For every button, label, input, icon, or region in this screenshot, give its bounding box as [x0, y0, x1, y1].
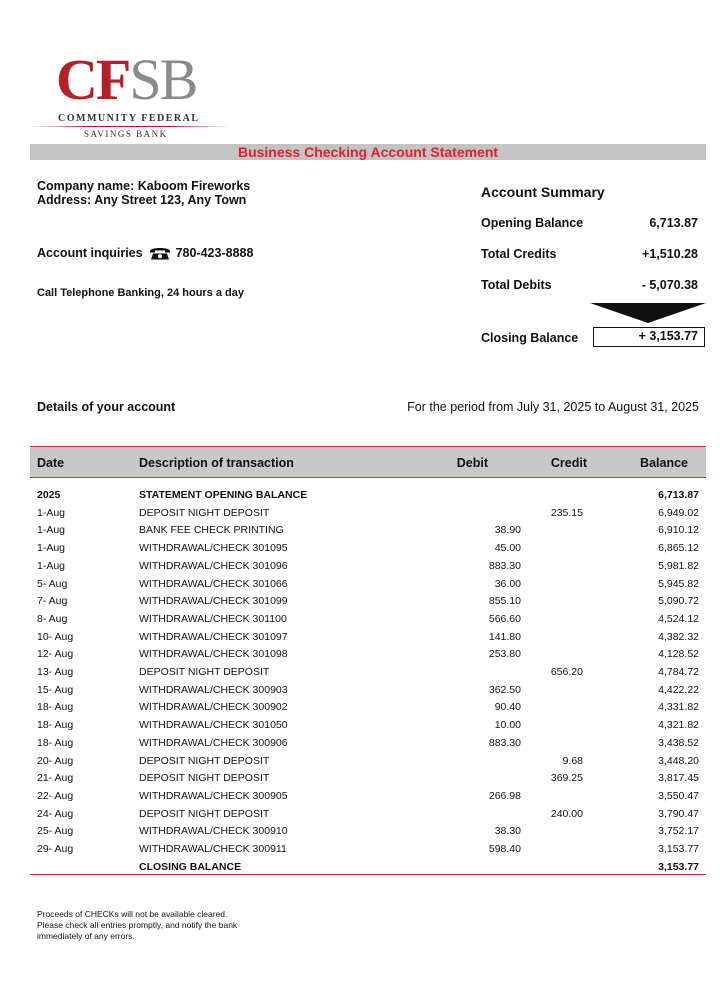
logo-mark-sb: SB	[129, 47, 197, 112]
table-row	[30, 841, 706, 859]
cell-description: WITHDRAWAL/CHECK 301050	[139, 719, 288, 732]
cell-description: WITHDRAWAL/CHECK 301096	[139, 559, 288, 572]
table-row	[30, 699, 706, 717]
down-arrow-icon	[590, 303, 706, 323]
table-row	[30, 735, 706, 753]
header-date: Date	[37, 456, 65, 470]
telephone-banking-note: Call Telephone Banking, 24 hours a day	[37, 287, 245, 299]
cell-description: WITHDRAWAL/CHECK 301095	[139, 542, 288, 555]
cell-credit: 9.68	[562, 754, 583, 767]
cell-debit: 90.40	[494, 701, 521, 714]
cell-description: DEPOSIT NIGHT DEPOSIT	[139, 772, 270, 785]
cell-description: WITHDRAWAL/CHECK 300905	[139, 789, 288, 802]
table-row	[30, 753, 706, 771]
cell-description: WITHDRAWAL/CHECK 300910	[139, 825, 288, 838]
header-credit: Credit	[550, 456, 587, 470]
total-credits-value: +1,510.28	[642, 247, 698, 261]
cell-date: 22- Aug	[37, 789, 74, 802]
header-description: Description of transaction	[139, 456, 294, 470]
table-row	[30, 859, 706, 877]
footnote: Proceeds of CHECKs will not be available cleared. Please check all entries promptly, and notify the bank immediately of any errors.	[37, 909, 238, 941]
inquiries-label: Account inquiries	[37, 246, 143, 260]
table-row	[30, 593, 706, 611]
cell-description: WITHDRAWAL/CHECK 301098	[139, 648, 288, 661]
total-debits-label: Total Debits	[481, 278, 552, 292]
table-row	[30, 558, 706, 576]
logo-line-community-federal: COMMUNITY FEDERAL	[58, 113, 200, 124]
cell-description: WITHDRAWAL/CHECK 301066	[139, 577, 288, 590]
cell-date: 18- Aug	[37, 719, 74, 732]
cell-description: WITHDRAWAL/CHECK 301100	[139, 612, 287, 625]
cell-date: 21- Aug	[37, 772, 74, 785]
cell-debit: 266.98	[488, 789, 521, 802]
cell-balance: 6,713.87	[658, 489, 699, 501]
closing-balance-label: Closing Balance	[481, 331, 579, 345]
cell-date: 1-Aug	[37, 506, 66, 519]
cell-debit: 253.80	[488, 648, 521, 661]
cell-credit: 656.20	[550, 666, 583, 678]
cell-balance: 3,817.45	[658, 772, 699, 785]
cell-date: 18- Aug	[37, 701, 74, 714]
cell-date: 1-Aug	[37, 542, 66, 555]
cell-date: 1-Aug	[37, 524, 66, 537]
cell-debit: 38.90	[494, 524, 521, 537]
table-row	[30, 540, 706, 558]
cell-date: 20- Aug	[37, 754, 74, 767]
table-row	[30, 770, 706, 788]
cell-credit: 240.00	[550, 807, 583, 820]
table-row	[30, 823, 706, 841]
table-row	[30, 788, 706, 806]
cell-balance: 4,321.82	[658, 719, 699, 732]
cell-balance: 4,382.32	[658, 630, 699, 643]
cell-date: 7- Aug	[37, 595, 68, 608]
logo-mark-cf: CF	[56, 47, 130, 112]
cell-description: STATEMENT OPENING BALANCE	[139, 489, 308, 501]
cell-debit: 883.30	[488, 559, 521, 572]
transactions-table	[30, 446, 706, 875]
cell-description: WITHDRAWAL/CHECK 300906	[139, 736, 288, 749]
company-info	[37, 179, 250, 207]
cell-description: WITHDRAWAL/CHECK 300911	[139, 843, 287, 855]
table-row	[30, 505, 706, 523]
cell-balance: 3,438.52	[658, 736, 699, 749]
cell-balance: 3,790.47	[658, 807, 699, 820]
cell-balance: 3,550.47	[658, 789, 699, 802]
cell-credit: 235.15	[550, 506, 583, 519]
cell-credit: 369.25	[550, 772, 583, 785]
table-row	[30, 682, 706, 700]
cell-date: 5- Aug	[37, 577, 68, 590]
cell-balance: 4,784.72	[658, 666, 699, 678]
logo-mark	[56, 47, 197, 112]
table-row	[30, 629, 706, 647]
bank-logo	[30, 47, 240, 142]
cell-balance: 5,090.72	[658, 595, 699, 608]
total-debits-value: - 5,070.38	[641, 278, 698, 292]
cell-balance: 4,331.82	[658, 701, 699, 714]
cell-date: 25- Aug	[37, 825, 74, 838]
cell-date: 13- Aug	[37, 666, 74, 678]
telephone-icon	[149, 246, 171, 260]
cell-debit: 45.00	[494, 542, 521, 555]
cell-debit: 855.10	[488, 595, 521, 608]
cell-balance: 3,448.20	[658, 754, 699, 767]
cell-date: 8- Aug	[37, 612, 68, 625]
account-inquiries	[37, 246, 253, 260]
closing-balance-value: + 3,153.77	[593, 327, 705, 347]
details-heading: Details of your account	[37, 400, 176, 414]
total-credits-label: Total Credits	[481, 247, 557, 261]
cell-debit: 141.80	[488, 630, 521, 643]
cell-debit: 566.60	[488, 612, 521, 625]
cell-date: 15- Aug	[37, 683, 74, 696]
cell-balance: 3,752.17	[658, 825, 699, 838]
cell-description: DEPOSIT NIGHT DEPOSIT	[139, 506, 270, 519]
table-row	[30, 717, 706, 735]
table-row	[30, 522, 706, 540]
cell-balance: 3,153.77	[658, 843, 699, 855]
company-address: Address: Any Street 123, Any Town	[37, 193, 247, 207]
cell-description: WITHDRAWAL/CHECK 301099	[139, 595, 288, 608]
cell-debit: 36.00	[494, 577, 521, 590]
table-row	[30, 664, 706, 682]
company-name: Company name: Kaboom Fireworks	[37, 179, 251, 193]
cell-description: WITHDRAWAL/CHECK 300902	[139, 701, 288, 714]
cell-balance: 5,981.82	[658, 559, 699, 572]
cell-balance: 6,949.02	[658, 506, 699, 519]
table-row	[30, 576, 706, 594]
header-balance: Balance	[640, 456, 688, 470]
opening-balance-label: Opening Balance	[481, 216, 584, 230]
cell-balance: 6,910.12	[658, 524, 699, 537]
cell-description: DEPOSIT NIGHT DEPOSIT	[139, 754, 270, 767]
opening-balance-value: 6,713.87	[649, 216, 698, 230]
cell-description: WITHDRAWAL/CHECK 300903	[139, 683, 288, 696]
cell-date: 29- Aug	[37, 843, 74, 855]
cell-date: 1-Aug	[37, 559, 66, 572]
cell-date: 24- Aug	[37, 807, 74, 820]
cell-date: 12- Aug	[37, 648, 74, 661]
logo-line-savings-bank: SAVINGS BANK	[84, 129, 168, 139]
header-debit: Debit	[456, 456, 488, 470]
cell-debit: 10.00	[494, 719, 521, 732]
cell-description: CLOSING BALANCE	[139, 860, 242, 873]
cell-balance: 4,524.12	[658, 612, 699, 625]
table-row	[30, 611, 706, 629]
cell-debit: 598.40	[488, 843, 521, 855]
table-row	[30, 646, 706, 664]
cell-date: 2025	[37, 489, 61, 501]
logo-divider	[30, 126, 230, 127]
statement-title: Business Checking Account Statement	[30, 144, 706, 160]
cell-date: 10- Aug	[37, 630, 74, 643]
cell-balance: 6,865.12	[658, 542, 699, 555]
inquiries-phone-number: 780-423-8888	[175, 246, 254, 260]
cell-balance: 3,153.77	[658, 860, 699, 873]
cell-description: DEPOSIT NIGHT DEPOSIT	[139, 666, 270, 678]
table-body	[30, 478, 706, 874]
cell-debit: 883.30	[488, 736, 521, 749]
cell-balance: 4,128.52	[658, 648, 699, 661]
account-summary-title: Account Summary	[481, 184, 605, 200]
cell-description: WITHDRAWAL/CHECK 301097	[139, 630, 288, 643]
cell-debit: 38.30	[494, 825, 521, 838]
cell-description: DEPOSIT NIGHT DEPOSIT	[139, 807, 270, 820]
statement-period: For the period from July 31, 2025 to August 31, 2025	[407, 400, 699, 414]
table-header	[30, 446, 706, 478]
cell-debit: 362.50	[488, 683, 521, 696]
cell-balance: 5,945.82	[658, 577, 699, 590]
table-row	[30, 806, 706, 824]
table-row	[30, 487, 706, 505]
cell-balance: 4,422.22	[658, 683, 699, 696]
cell-description: BANK FEE CHECK PRINTING	[139, 524, 284, 537]
cell-date: 18- Aug	[37, 736, 74, 749]
